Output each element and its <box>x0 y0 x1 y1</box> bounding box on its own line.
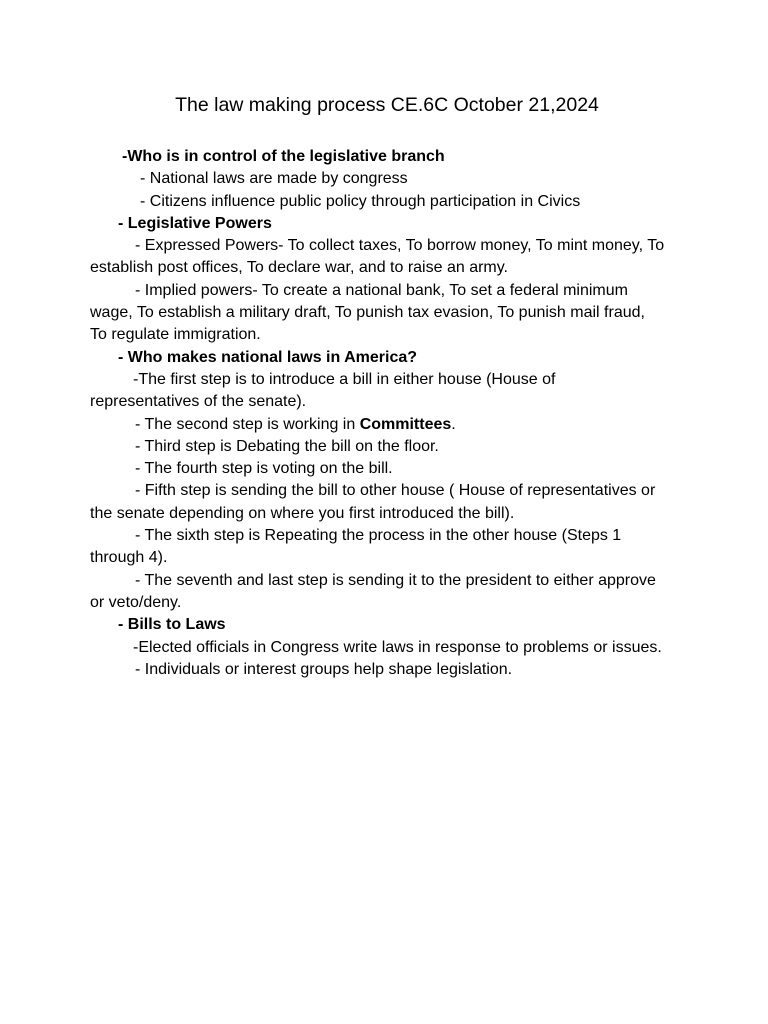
section-heading-bills-to-laws: - Bills to Laws <box>118 616 226 634</box>
committees-term: Committees <box>359 415 452 433</box>
implied-powers-line-1: - Implied powers- To create a national bank, To set a federal minimum <box>135 281 628 299</box>
step-7-line-1: - The seventh and last step is sending it to the president to either approve <box>135 571 656 589</box>
step-3: - Third step is Debating the bill on the floor. <box>135 437 439 455</box>
bullet-congress: - National laws are made by congress <box>140 170 408 188</box>
step-1-line-1: -The first step is to introduce a bill in either house (House of <box>133 370 556 388</box>
section-heading-who-makes-laws: - Who makes national laws in America? <box>118 348 418 366</box>
step-6-line-1: - The sixth step is Repeating the process in the other house (Steps 1 <box>135 527 622 545</box>
step-5-line-1: - Fifth step is sending the bill to other house ( House of representatives or <box>135 482 656 500</box>
step-5-line-2: the senate depending on where you first introduced the bill). <box>90 504 515 522</box>
step-2-text: - The second step is working in <box>135 415 360 433</box>
step-2-period: . <box>451 415 456 433</box>
step-1-line-2: representatives of the senate). <box>90 393 307 411</box>
bullet-citizens: - Citizens influence public policy through participation in Civics <box>140 192 581 210</box>
expressed-powers-line-1: - Expressed Powers- To collect taxes, To borrow money, To mint money, To <box>135 237 665 255</box>
section-heading-powers: - Legislative Powers <box>118 214 272 232</box>
step-2 <box>90 414 690 436</box>
step-7-line-2: or veto/deny. <box>90 593 182 611</box>
document-body <box>90 146 690 681</box>
implied-powers-line-3: To regulate immigration. <box>90 326 261 344</box>
step-4: - The fourth step is voting on the bill. <box>135 460 393 478</box>
bullet-interest-groups: - Individuals or interest groups help shape legislation. <box>135 660 513 678</box>
implied-powers-line-2: wage, To establish a military draft, To punish tax evasion, To punish mail fraud, <box>90 304 645 322</box>
section-heading-control: -Who is in control of the legislative branch <box>122 148 445 165</box>
bullet-elected-officials: -Elected officials in Congress write laws in response to problems or issues. <box>133 638 662 656</box>
document-title: The law making process CE.6C October 21,2024 <box>175 94 599 116</box>
expressed-powers-line-2: establish post offices, To declare war, and to raise an army. <box>90 259 508 277</box>
step-6-line-2: through 4). <box>90 549 168 567</box>
